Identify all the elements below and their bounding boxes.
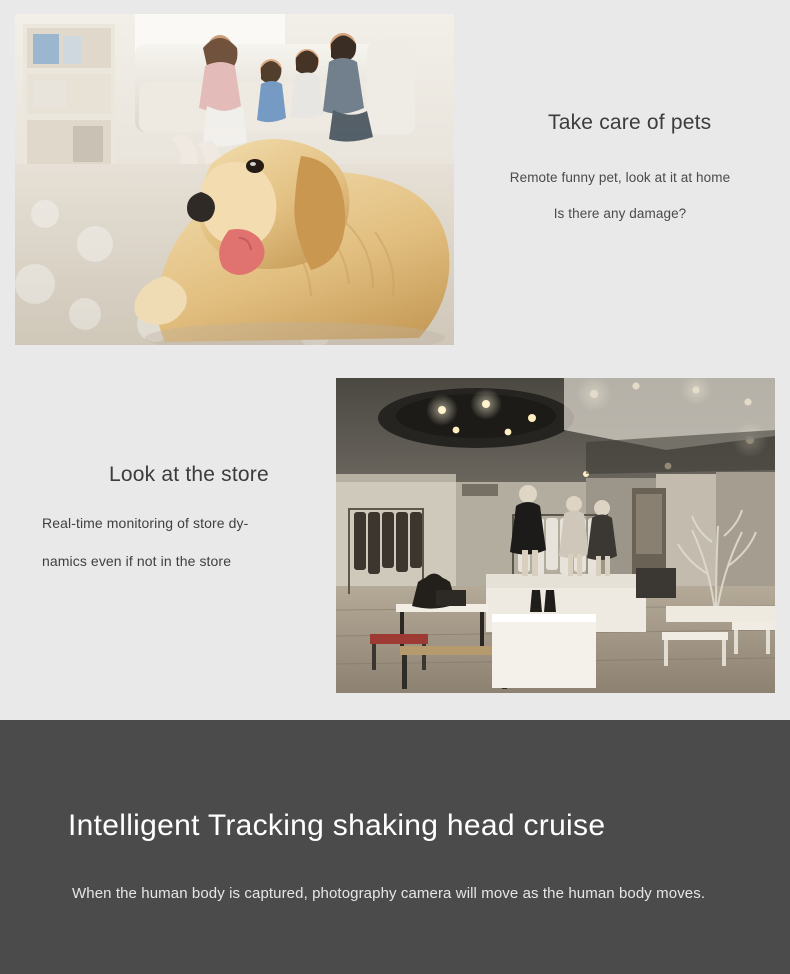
section-intelligent-tracking <box>0 720 790 974</box>
pets-photo-illustration <box>15 14 454 345</box>
tracking-subtitle: When the human body is captured, photography camera will move as the human body moves. <box>72 885 706 902</box>
pets-description-line-1: Remote funny pet, look at it at home <box>509 170 731 185</box>
store-photo-illustration <box>336 378 775 693</box>
store-photo <box>336 378 775 693</box>
section-take-care-of-pets <box>0 0 790 362</box>
store-description-line-2: namics even if not in the store <box>42 553 232 569</box>
store-description-line-1: Real-time monitoring of store dy- <box>42 515 249 531</box>
section-look-at-the-store <box>0 362 790 720</box>
pets-photo <box>15 14 454 345</box>
tracking-title: Intelligent Tracking shaking head cruise <box>68 809 606 842</box>
store-text-block <box>20 462 330 569</box>
pets-title: Take care of pets <box>548 111 712 134</box>
store-title: Look at the store <box>109 463 269 486</box>
pets-text-block <box>460 110 780 221</box>
pets-description-line-2: Is there any damage? <box>553 206 687 221</box>
